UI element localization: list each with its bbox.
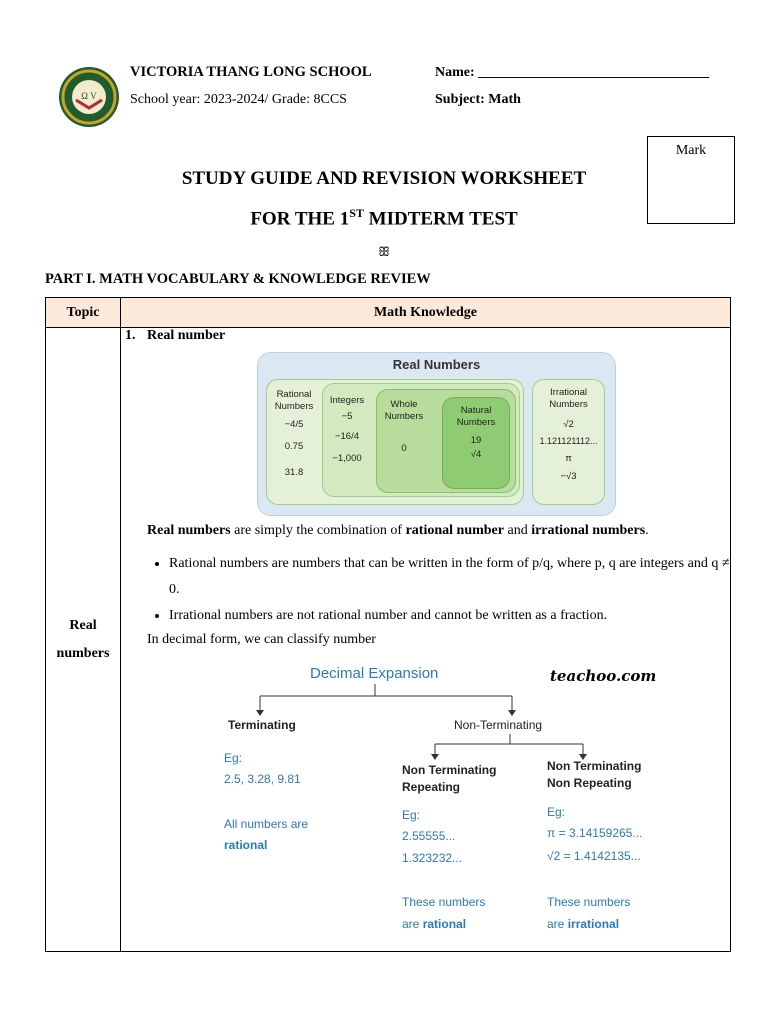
integers-example: −1,000 [332,453,362,464]
decimal-expansion-diagram [200,657,657,942]
item-heading [125,328,225,344]
repeating-eg: Eg: [402,808,421,822]
non-repeating-value: √2 = 1.4142135... [547,849,641,863]
topic-line: numbers [56,645,110,661]
terminating-note: All numbers are [224,817,309,831]
brand-watermark: teachoo.com [550,667,657,685]
natural-example: √4 [470,449,482,460]
terminating-values: 2.5, 3.28, 9.81 [224,772,301,786]
definition-text: . [645,523,649,538]
bullet-rational: • Rational numbers are numbers that can be written in the form of p/q, where p, q are integers and q ≠ 0. [169,551,732,603]
table-header-row [46,298,731,328]
topic-line: Real [69,617,97,633]
column-header-knowledge: Math Knowledge [121,298,731,328]
worksheet-title: STUDY GUIDE AND REVISION WORKSHEET [181,168,587,189]
rational-example: 0.75 [284,441,304,452]
item-number: 1. [125,328,136,343]
bullet-irrational: • Irrational numbers are not rational number and cannot be written as a fraction. [169,603,732,629]
column-header-topic: Topic [46,298,121,328]
ornament-divider: ꕥ [377,244,391,259]
decimal-title: Decimal Expansion [310,665,439,682]
irrational-example: √2 [563,419,574,430]
note-emphasis: rational [422,917,467,931]
subtitle-part: MIDTERM TEST [363,208,518,230]
note-text: are [547,917,568,931]
natural-label: Natural Numbers [456,405,496,428]
non-repeating-note: These numbers [547,895,631,909]
repeating-value: 2.55555... [402,829,456,843]
rational-example: −4/5 [284,419,304,430]
school-name: VICTORIA THANG LONG SCHOOL [130,64,372,80]
definition-text: are simply the combination of [230,523,406,538]
diagram-title: Real Numbers [392,357,481,372]
repeating-note: These numbers [402,895,486,909]
real-numbers-diagram [257,352,616,516]
item-title: Real number [147,328,226,343]
school-crest-icon [58,66,120,128]
real-number-definition [147,523,727,539]
topic-cell [46,328,121,952]
decimal-intro: In decimal form, we can classify number [147,632,376,647]
whole-label: Whole Numbers [384,399,424,422]
subject-label: Subject: Math [435,92,521,107]
non-terminating-label: Non-Terminating [454,718,543,732]
note-text: are [402,917,423,931]
mark-label: Mark [675,143,707,158]
name-field[interactable]: Name: _________________________________ [435,65,710,80]
school-year: School year: 2023-2024/ Grade: 8CCS [130,92,347,107]
bullet-list [147,551,732,629]
terminating-note-emphasis: rational [224,838,268,852]
rational-example: 31.8 [284,467,304,478]
integers-label: Integers [329,395,365,406]
non-repeating-title: Non Terminating [547,759,642,773]
non-repeating-title: Non Repeating [547,776,632,790]
note-emphasis: irrational [567,917,620,931]
natural-example: 19 [470,435,482,446]
school-logo [58,66,120,128]
repeating-title: Repeating [402,780,461,794]
non-repeating-eg: Eg: [547,805,566,819]
part-heading: PART I. MATH VOCABULARY & KNOWLEDGE REVIEW [45,271,431,287]
term-irrational: irrational numbers [531,523,646,538]
rational-label: Rational Numbers [274,389,314,412]
integers-example: −5 [341,411,353,422]
non-repeating-value: π = 3.14159265... [547,826,643,840]
whole-example: 0 [401,443,407,454]
non-repeating-note [547,917,619,931]
integers-example: −16/4 [334,431,360,442]
repeating-title: Non Terminating [402,763,497,777]
worksheet-subtitle [0,206,768,230]
subtitle-superscript: ST [349,206,364,220]
irrational-example: 1.121121112... [539,436,598,446]
terminating-eg: Eg: [224,751,243,765]
repeating-value: 1.323232... [402,851,463,865]
svg-text:Ω V: Ω V [81,91,97,101]
term-real-numbers: Real numbers [147,523,231,538]
terminating-label: Terminating [228,718,296,732]
repeating-note [402,917,466,931]
irrational-example: −√3 [560,471,577,482]
term-rational: rational number [405,523,504,538]
subtitle-part: FOR THE 1 [250,208,350,230]
definition-text: and [503,523,532,538]
irrational-example: π [565,453,572,464]
irrational-label: Irrational Numbers [549,387,588,410]
